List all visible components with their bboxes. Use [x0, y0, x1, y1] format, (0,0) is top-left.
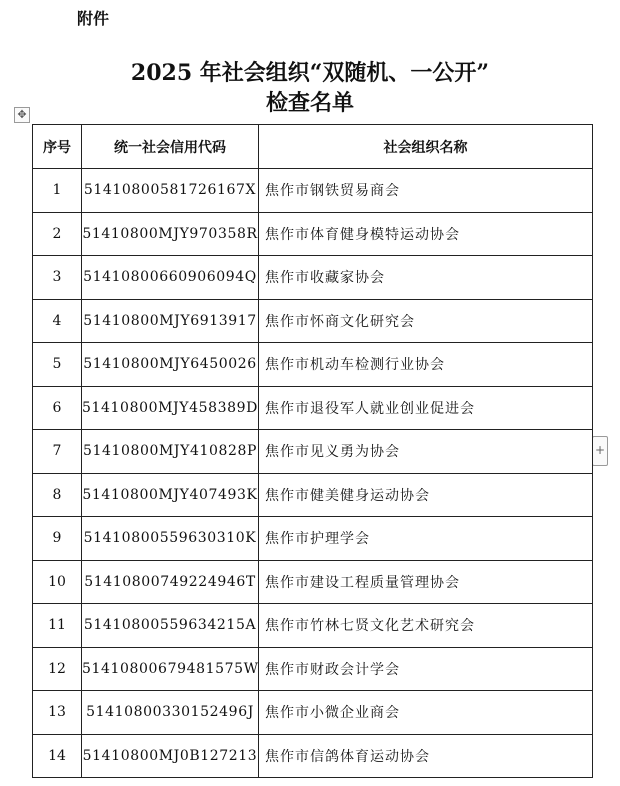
row-organization-name: 焦作市体育健身模特运动协会 [259, 212, 593, 256]
table-row [33, 734, 593, 778]
title-line-2: 检查名单 [265, 90, 354, 116]
add-icon[interactable]: + [592, 436, 608, 466]
row-serial-number: 6 [33, 386, 82, 430]
row-credit-code: 51410800MJY410828P [82, 430, 259, 474]
row-organization-name: 焦作市健美健身运动协会 [259, 473, 593, 517]
row-serial-number: 7 [33, 430, 82, 474]
row-serial-number: 13 [33, 691, 82, 735]
row-serial-number: 1 [33, 169, 82, 213]
row-organization-name: 焦作市收藏家协会 [259, 256, 593, 300]
row-organization-name: 焦作市见义勇为协会 [259, 430, 593, 474]
table-row [33, 386, 593, 430]
table-row [33, 430, 593, 474]
table-row [33, 647, 593, 691]
row-organization-name: 焦作市怀商文化研究会 [259, 299, 593, 343]
row-serial-number: 14 [33, 734, 82, 778]
row-organization-name: 焦作市退役军人就业创业促进会 [259, 386, 593, 430]
page-title [0, 58, 620, 118]
row-serial-number: 12 [33, 647, 82, 691]
row-organization-name: 焦作市护理学会 [259, 517, 593, 561]
table-row [33, 343, 593, 387]
table-row [33, 604, 593, 648]
table-move-icon[interactable]: ✥ [14, 107, 30, 123]
table-row [33, 560, 593, 604]
table-row [33, 691, 593, 735]
title-line-1: 2025 年社会组织“双随机、一公开” [130, 60, 490, 86]
row-serial-number: 8 [33, 473, 82, 517]
row-credit-code: 51410800679481575W [82, 647, 259, 691]
row-organization-name: 焦作市竹林七贤文化艺术研究会 [259, 604, 593, 648]
row-credit-code: 51410800MJY458389D [82, 386, 259, 430]
attachment-label: 附件 [77, 9, 110, 28]
row-credit-code: 51410800749224946T [82, 560, 259, 604]
row-credit-code: 51410800MJY6450026 [82, 343, 259, 387]
row-serial-number: 9 [33, 517, 82, 561]
row-credit-code: 51410800559630310K [82, 517, 259, 561]
row-credit-code: 51410800330152496J [82, 691, 259, 735]
table-header-row [33, 125, 593, 169]
row-organization-name: 焦作市信鸽体育运动协会 [259, 734, 593, 778]
table-row [33, 169, 593, 213]
row-credit-code: 51410800581726167X [82, 169, 259, 213]
header-serial-number: 序号 [33, 125, 82, 169]
row-serial-number: 4 [33, 299, 82, 343]
row-credit-code: 51410800MJY6913917 [82, 299, 259, 343]
row-serial-number: 3 [33, 256, 82, 300]
row-credit-code: 51410800MJY970358R [82, 212, 259, 256]
row-organization-name: 焦作市财政会计学会 [259, 647, 593, 691]
row-credit-code: 51410800MJY407493K [82, 473, 259, 517]
table-row [33, 299, 593, 343]
row-organization-name: 焦作市机动车检测行业协会 [259, 343, 593, 387]
row-credit-code: 51410800MJ0B127213 [82, 734, 259, 778]
row-credit-code: 51410800559634215A [82, 604, 259, 648]
table-row [33, 256, 593, 300]
row-organization-name: 焦作市建设工程质量管理协会 [259, 560, 593, 604]
row-serial-number: 2 [33, 212, 82, 256]
table-row [33, 473, 593, 517]
row-serial-number: 5 [33, 343, 82, 387]
row-organization-name: 焦作市小微企业商会 [259, 691, 593, 735]
table-row [33, 517, 593, 561]
table-row [33, 212, 593, 256]
row-serial-number: 11 [33, 604, 82, 648]
header-credit-code: 统一社会信用代码 [82, 125, 259, 169]
inspection-list-table [32, 124, 593, 778]
header-organization-name: 社会组织名称 [259, 125, 593, 169]
row-serial-number: 10 [33, 560, 82, 604]
row-organization-name: 焦作市钢铁贸易商会 [259, 169, 593, 213]
row-credit-code: 51410800660906094Q [82, 256, 259, 300]
